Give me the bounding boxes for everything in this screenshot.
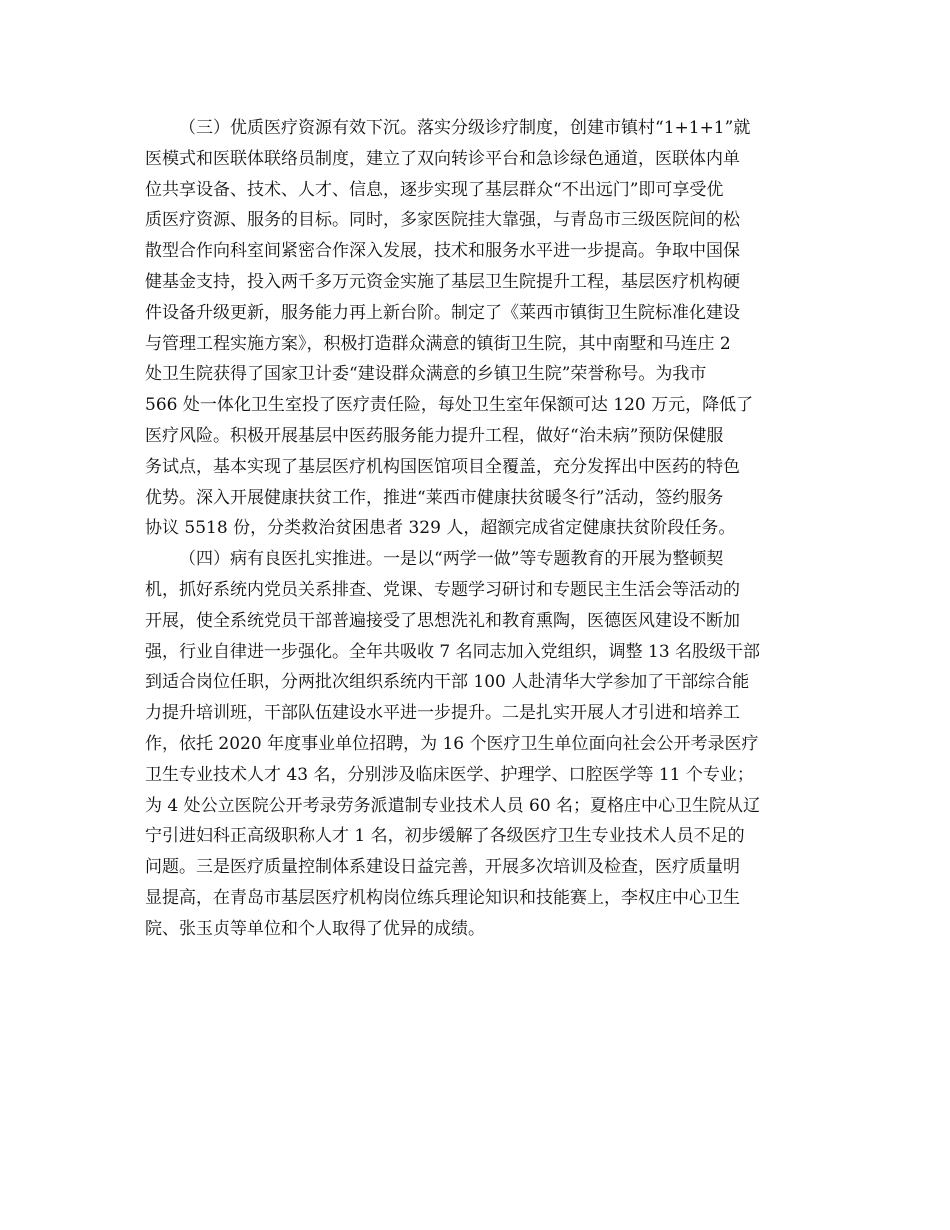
- paragraph-line: 医疗风险。积极开展基层中医药服务能力提升工程，做好“治未病”预防保健服: [145, 425, 724, 446]
- paragraph-line: 院、张玉贞等单位和个人取得了优异的成绩。: [145, 918, 485, 939]
- paragraph-line: 处卫生院获得了国家卫计委“建设群众满意的乡镇卫生院”荣誉称号。为我市: [145, 364, 707, 385]
- paragraph-line: 作，依托 2020 年度事业单位招聘，为 16 个医疗卫生单位面向社会公开考录医疗: [145, 733, 759, 754]
- paragraph-line: 卫生专业技术人才 43 名，分别涉及临床医学、护理学、口腔医学等 11 个专业；: [145, 764, 754, 785]
- paragraph-line: 显提高，在青岛市基层医疗机构岗位练兵理论知识和技能赛上，李权庄中心卫生: [145, 887, 740, 908]
- paragraph-line: （三）优质医疗资源有效下沉。落实分级诊疗制度，创建市镇村“1+1+1”就: [179, 118, 751, 138]
- paragraph-line: 宁引进妇科正高级职称人才 1 名，初步缓解了各级医疗卫生专业技术人员不足的: [145, 826, 745, 847]
- paragraph-medical-resources: [145, 113, 810, 544]
- paragraph-line: 协议 5518 份，分类救治贫困患者 329 人，超额完成省定健康扶贫阶段任务。: [145, 518, 736, 539]
- paragraph-line: 566 处一体化卫生室投了医疗责任险，每处卫生室年保额可达 120 万元，降低了: [145, 395, 754, 416]
- paragraph-line: （四）病有良医扎实推进。一是以“两学一做”等专题教育的开展为整顿契: [179, 549, 724, 570]
- paragraph-line: 件设备升级更新，服务能力再上新台阶。制定了《莱西市镇街卫生院标准化建设: [145, 302, 740, 323]
- paragraph-line: 散型合作向科室间紧密合作深入发展，技术和服务水平进一步提高。争取中国保: [145, 241, 740, 262]
- paragraph-line: 医模式和医联体联络员制度，建立了双向转诊平台和急诊绿色通道，医联体内单: [145, 148, 740, 169]
- paragraph-line: 为 4 处公立医院公开考录劳务派遣制专业技术人员 60 名；夏格庄中心卫生院从辽: [145, 795, 761, 816]
- paragraph-line: 与管理工程实施方案》，积极打造群众满意的镇街卫生院，其中南墅和马连庄 2: [145, 333, 731, 354]
- paragraph-line: 问题。三是医疗质量控制体系建设日益完善，开展多次培训及检查，医疗质量明: [145, 857, 740, 878]
- paragraph-line: 强，行业自律进一步强化。全年共吸收 7 名同志加入党组织，调整 13 名股级干部: [145, 641, 761, 662]
- paragraph-good-doctors: [145, 544, 810, 944]
- paragraph-line: 力提升培训班，干部队伍建设水平进一步提升。二是扎实开展人才引进和培养工: [145, 703, 740, 724]
- paragraph-line: 务试点，基本实现了基层医疗机构国医馆项目全覆盖，充分发挥出中医药的特色: [145, 456, 740, 477]
- paragraph-line: 机，抓好系统内党员关系排查、党课、专题学习研讨和专题民主生活会等活动的: [145, 579, 740, 600]
- paragraph-line: 健基金支持，投入两千多万元资金实施了基层卫生院提升工程，基层医疗机构硬: [145, 271, 740, 292]
- paragraph-line: 质医疗资源、服务的目标。同时，多家医院挂大靠强，与青岛市三级医院间的松: [145, 210, 740, 231]
- paragraph-line: 位共享设备、技术、人才、信息，逐步实现了基层群众“不出远门”即可享受优: [145, 179, 724, 200]
- paragraph-line: 开展，使全系统党员干部普遍接受了思想洗礼和教育熏陶，医德医风建设不断加: [145, 610, 740, 631]
- paragraph-line: 到适合岗位任职，分两批次组织系统内干部 100 人赴清华大学参加了干部综合能: [145, 672, 750, 693]
- document-body: [145, 113, 810, 945]
- paragraph-line: 优势。深入开展健康扶贫工作，推进“莱西市健康扶贫暖冬行”活动，签约服务: [145, 487, 724, 508]
